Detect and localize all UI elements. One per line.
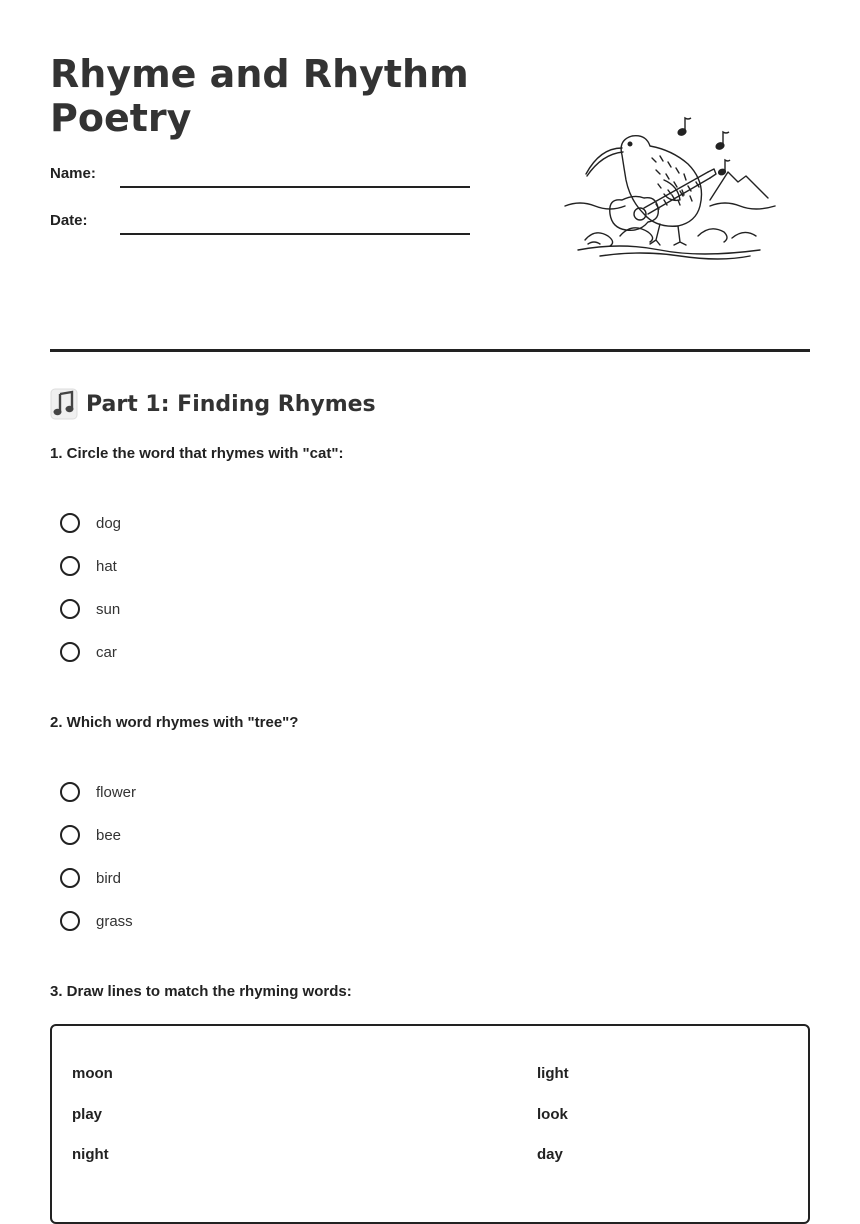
- q1-option-hat[interactable]: [60, 553, 117, 579]
- q2-option-bee[interactable]: [60, 822, 121, 848]
- q2-label-bee: bee: [96, 826, 122, 844]
- worksheet-page: [50, 0, 810, 1161]
- q1-radio-hat[interactable]: [60, 556, 80, 576]
- q1-label-car: car: [96, 643, 117, 661]
- match-left-night[interactable]: night: [72, 1146, 109, 1163]
- q1-option-car[interactable]: [60, 639, 117, 665]
- q2-option-bird[interactable]: [60, 865, 121, 891]
- q1-radio-sun[interactable]: [60, 599, 80, 619]
- match-left-play[interactable]: play: [72, 1106, 103, 1123]
- q1-label-sun: sun: [96, 600, 121, 618]
- date-line[interactable]: [120, 233, 470, 235]
- q1-radio-car[interactable]: [60, 642, 80, 662]
- question-3: 3. Draw lines to match the rhyming words:: [50, 983, 352, 1000]
- section-divider: [50, 349, 810, 352]
- q1-option-dog[interactable]: [60, 510, 121, 536]
- q1-radio-dog[interactable]: [60, 513, 80, 533]
- name-line[interactable]: [120, 186, 470, 188]
- q2-option-flower[interactable]: [60, 779, 136, 805]
- name-label: Name:: [50, 165, 96, 182]
- match-right-look[interactable]: look: [537, 1106, 568, 1123]
- worksheet-title: Rhyme and Rhythm Poetry: [50, 52, 469, 140]
- music-note-icon: [50, 388, 78, 420]
- part1-heading: [50, 387, 376, 421]
- name-field: [50, 165, 470, 195]
- q2-label-bird: bird: [96, 869, 122, 887]
- match-left-moon[interactable]: moon: [72, 1065, 113, 1082]
- question-2: 2. Which word rhymes with "tree"?: [50, 714, 299, 731]
- q1-label-dog: dog: [96, 514, 122, 532]
- matching-box: [50, 1024, 810, 1224]
- q2-radio-bee[interactable]: [60, 825, 80, 845]
- q2-radio-bird[interactable]: [60, 868, 80, 888]
- question-1: 1. Circle the word that rhymes with "cat":: [50, 445, 344, 462]
- part1-heading-text: Part 1: Finding Rhymes: [86, 391, 376, 417]
- kiwi-guitar-illustration: [560, 110, 780, 260]
- q1-option-sun[interactable]: [60, 596, 120, 622]
- match-right-light[interactable]: light: [537, 1065, 569, 1082]
- match-right-day[interactable]: day: [537, 1146, 563, 1163]
- q1-label-hat: hat: [96, 557, 117, 575]
- q2-option-grass[interactable]: [60, 908, 133, 934]
- date-field: [50, 212, 470, 242]
- q2-label-grass: grass: [96, 912, 133, 930]
- q2-label-flower: flower: [96, 783, 137, 801]
- q2-radio-flower[interactable]: [60, 782, 80, 802]
- q2-radio-grass[interactable]: [60, 911, 80, 931]
- date-label: Date:: [50, 212, 88, 229]
